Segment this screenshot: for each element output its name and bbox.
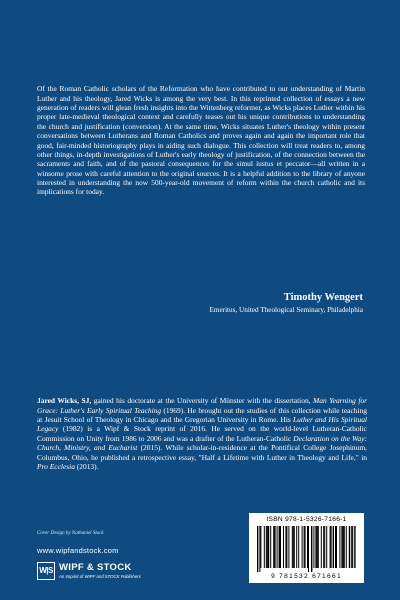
barcode-bar [341,526,342,568]
barcode-bar [305,526,306,568]
publisher-logo-block [37,561,197,583]
barcode-bar [277,526,278,568]
barcode-bar [331,526,332,568]
cover-design-credit: Cover Design by Nathaniel Stock [37,531,104,536]
barcode-bar [288,526,289,568]
barcode-bar [335,526,336,568]
barcode-bar [286,526,287,568]
barcode-bar [354,526,355,568]
barcode-bar [324,526,325,568]
barcode-bar [346,526,347,568]
barcode-bar [330,526,331,568]
barcode-bar [316,526,317,568]
journal-title: Pro Ecclesia [37,461,75,471]
barcode-bar [264,526,265,568]
barcode-bar [268,526,269,568]
endorsement-text: Of the Roman Catholic scholars of the Reformation who have contributed to our understanding of Martin Luther and his theology, Jared Wicks is among the very best. In this reprinted collection of essays a new generation of readers will glean fresh insights into the Wittenberg reformer, as Wicks places Luther within his proper late-medieval theological context and carefully teases out his unique contributions to understanding the church and justification (conversion). At the same time, Wicks situates Luther's theology within present conversations between Lutherans and Roman Catholics and proves again and again the important role that good, fair-minded historiography plays in aiding such dialogue. This collection will treat readers to, among other things, in-depth investigations of Luther's early theology of justification, of the connection between the sacraments and faith, and of the pastoral consequences for the simul iustus et peccator—all written in a winsome prose with careful attention to the original sources. It is a helpful addition to the library of anyone interested in understanding the now 500-year-old movement of reform within the church catholic and its implications for today. [37,84,365,197]
barcode-bar [294,526,295,568]
barcode-bar [283,526,284,568]
barcode-bar [333,526,334,568]
publisher-name: WIPF & STOCK [59,562,132,573]
barcode-bar [318,526,319,568]
barcode-bar [285,526,286,568]
book-title: Luther and His Spiritual Legacy [37,415,367,434]
barcode-bar [342,526,343,568]
barcode-bar [266,526,267,568]
barcode-bar [298,526,299,568]
bio-text-5: (2013). [74,461,99,471]
barcode-bar [307,526,308,568]
barcode-bar [315,526,316,568]
barcode-bar [311,526,312,572]
barcode-bar [302,526,303,568]
endorser-affiliation: Emeritus, United Theological Seminary, Philadelphia [209,306,363,314]
bio-text-4: (2015). While scholar-in-residence at the Pontifical College Josephinum, Columbus, Ohio, he published a retrospective essay, "Half a Lifetime with Luther in Theology and Life," in [37,443,367,462]
barcode-bar [260,526,261,568]
barcode-bar [336,526,337,568]
isbn-barcode [249,513,364,583]
barcode-bar [323,526,324,568]
barcode-bar [321,526,322,568]
publisher-imprint: An Imprint of WIPF and STOCK Publishers [59,574,141,579]
barcode-bar [259,526,260,572]
dissertation-title: Man Yearning for Grace: Luther's Early Spiritual Teaching [37,396,368,415]
endorser-name: Timothy Wengert [283,292,363,303]
barcode-bar [343,526,344,568]
barcode-bar [352,526,353,568]
barcode-bar [280,526,281,568]
barcode-bar [267,526,268,568]
barcode-bar [257,526,258,572]
barcode-bar [292,526,293,568]
barcode-bar [313,526,314,568]
barcode-bar [326,526,327,568]
barcode-bar [349,526,350,568]
publisher-logo-icon: W|S [37,562,55,580]
barcode-bars [257,526,356,572]
barcode-bar [279,526,280,568]
barcode-bar [270,526,271,568]
barcode-bar [308,526,309,572]
author-bio [37,396,367,471]
barcode-bar [273,526,274,568]
bio-text-1: gained his doctorate at the University of Münster with the dissertation, [91,396,314,406]
author-name: Jared Wicks, SJ, [37,396,92,406]
barcode-digits: 9 781532 671661 [271,573,342,580]
barcode-bar [351,526,352,568]
barcode-bar [275,526,276,568]
bio-text-2: (1969). He brought out the studies of this collection while teaching at Jesuit School of Theology in Chicago and the Gregorian University in Rome. His [37,405,367,425]
barcode-bar [339,526,340,568]
publisher-website: www.wipfandstock.com [37,546,119,555]
barcode-bar [304,526,305,568]
isbn-label: ISBN 978-1-5326-7166-1 [266,516,347,523]
barcode-bar [293,526,294,568]
declaration-title: Declaration on the Way: Church, Ministry, and Eucharist [37,433,367,453]
bio-text-3: (1982) is a Wipf & Stock reprint of 2016. He served on the world-level Lutheran-Catholic Commission on Unity from 1986 to 2006 and was a drafter of the Lutheran-Catholic [37,424,367,443]
barcode-bar [296,526,297,568]
